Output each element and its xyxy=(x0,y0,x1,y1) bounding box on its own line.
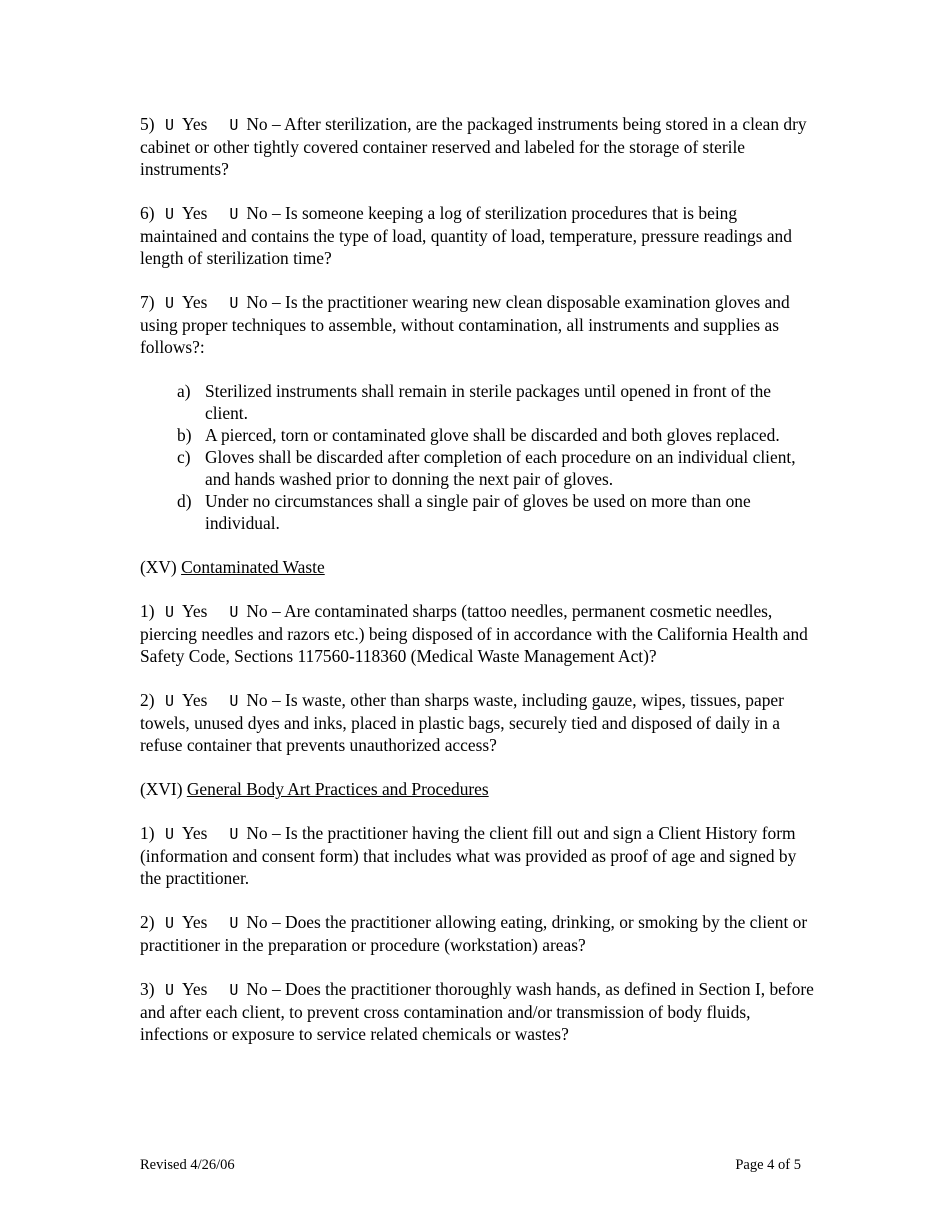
no-checkbox[interactable]: U xyxy=(229,825,239,843)
list-letter: a) xyxy=(177,381,191,401)
page-footer xyxy=(140,1154,801,1176)
yes-label: Yes xyxy=(182,979,208,999)
question-item xyxy=(140,291,815,358)
revision-date: Revised 4/26/06 xyxy=(140,1157,235,1173)
yes-label: Yes xyxy=(182,114,208,134)
no-label: No xyxy=(246,823,268,843)
question-text: – Is someone keeping a log of sterilization procedures that is being maintained and contains the type of load, quantity of load, temperature, pressure readings and length of sterilization time? xyxy=(140,203,792,268)
yes-checkbox[interactable]: U xyxy=(165,603,175,621)
section-heading-xv xyxy=(140,556,815,578)
yes-label: Yes xyxy=(182,292,208,312)
question-number: 6) xyxy=(140,203,155,223)
question-number: 1) xyxy=(140,823,155,843)
section-numeral: (XV) xyxy=(140,557,182,577)
yes-checkbox[interactable]: U xyxy=(165,692,175,710)
list-letter: d) xyxy=(177,491,192,511)
yes-checkbox[interactable]: U xyxy=(165,981,175,999)
no-checkbox[interactable]: U xyxy=(229,294,239,312)
question-number: 2) xyxy=(140,912,155,932)
question-group-body-art-practices xyxy=(140,822,815,1045)
yes-checkbox[interactable]: U xyxy=(165,205,175,223)
question-number: 5) xyxy=(140,114,155,134)
list-item xyxy=(140,380,815,424)
list-text: A pierced, torn or contaminated glove shall be discarded and both gloves replaced. xyxy=(205,425,780,445)
question-item xyxy=(140,978,815,1045)
question-item xyxy=(140,113,815,180)
question-text: – Is waste, other than sharps waste, including gauze, wipes, tissues, paper towels, unused dyes and inks, placed in plastic bags, securely tied and disposed of daily in a refuse container that prevents unauthorized access? xyxy=(140,690,784,755)
list-text: Under no circumstances shall a single pair of gloves be used on more than one individual. xyxy=(205,491,751,533)
no-checkbox[interactable]: U xyxy=(229,603,239,621)
question-text: – Are contaminated sharps (tattoo needles, permanent cosmetic needles, piercing needles and razors etc.) being disposed of in accordance with the California Health and Safety Code, Sections 117560-118360 (Medical Waste Management Act)? xyxy=(140,601,808,666)
question-number: 3) xyxy=(140,979,155,999)
yes-label: Yes xyxy=(182,601,208,621)
question-group-contaminated-waste xyxy=(140,600,815,756)
yes-checkbox[interactable]: U xyxy=(165,825,175,843)
question-text: – After sterilization, are the packaged instruments being stored in a clean dry cabinet or other tightly covered container reserved and labeled for the storage of sterile instruments? xyxy=(140,114,807,179)
list-item xyxy=(140,424,815,446)
section-heading-xvi xyxy=(140,778,815,800)
question-item xyxy=(140,689,815,756)
list-text: Gloves shall be discarded after completion of each procedure on an individual client, and hands washed prior to donning the next pair of gloves. xyxy=(205,447,796,489)
question-item xyxy=(140,911,815,956)
list-letter: c) xyxy=(177,447,191,467)
list-letter: b) xyxy=(177,425,192,445)
section-numeral: (XVI) xyxy=(140,779,187,799)
section-title: Contaminated Waste xyxy=(181,557,325,577)
list-item xyxy=(140,446,815,490)
question-number: 2) xyxy=(140,690,155,710)
question-text: – Is the practitioner having the client fill out and sign a Client History form (information and consent form) that includes what was provided as proof of age and signed by the practitioner. xyxy=(140,823,797,888)
no-label: No xyxy=(246,690,268,710)
document-page xyxy=(140,113,815,1067)
no-checkbox[interactable]: U xyxy=(229,914,239,932)
no-label: No xyxy=(246,912,268,932)
yes-label: Yes xyxy=(182,823,208,843)
no-label: No xyxy=(246,203,268,223)
question-group-sterilization xyxy=(140,113,815,358)
yes-checkbox[interactable]: U xyxy=(165,914,175,932)
no-checkbox[interactable]: U xyxy=(229,205,239,223)
yes-label: Yes xyxy=(182,690,208,710)
no-checkbox[interactable]: U xyxy=(229,981,239,999)
no-checkbox[interactable]: U xyxy=(229,116,239,134)
list-item xyxy=(140,490,815,534)
question-text: – Does the practitioner thoroughly wash hands, as defined in Section I, before and after each client, to prevent cross contamination and/or transmission of body fluids, infections or exposure to service related chemicals or wastes? xyxy=(140,979,814,1044)
question-item xyxy=(140,822,815,889)
question-number: 7) xyxy=(140,292,155,312)
question-text: – Is the practitioner wearing new clean disposable examination gloves and using proper techniques to assemble, without contamination, all instruments and supplies as follows?: xyxy=(140,292,790,357)
glove-requirements-list xyxy=(140,380,815,534)
question-text: – Does the practitioner allowing eating, drinking, or smoking by the client or practitioner in the preparation or procedure (workstation) areas? xyxy=(140,912,808,955)
yes-label: Yes xyxy=(182,912,208,932)
no-checkbox[interactable]: U xyxy=(229,692,239,710)
question-item xyxy=(140,600,815,667)
no-label: No xyxy=(246,601,268,621)
no-label: No xyxy=(246,292,268,312)
section-title: General Body Art Practices and Procedures xyxy=(186,779,489,799)
yes-checkbox[interactable]: U xyxy=(165,294,175,312)
list-text: Sterilized instruments shall remain in sterile packages until opened in front of the client. xyxy=(205,381,772,423)
no-label: No xyxy=(246,114,268,134)
question-number: 1) xyxy=(140,601,155,621)
yes-label: Yes xyxy=(182,203,208,223)
no-label: No xyxy=(246,979,268,999)
yes-checkbox[interactable]: U xyxy=(165,116,175,134)
question-item xyxy=(140,202,815,269)
page-number: Page 4 of 5 xyxy=(735,1157,801,1173)
